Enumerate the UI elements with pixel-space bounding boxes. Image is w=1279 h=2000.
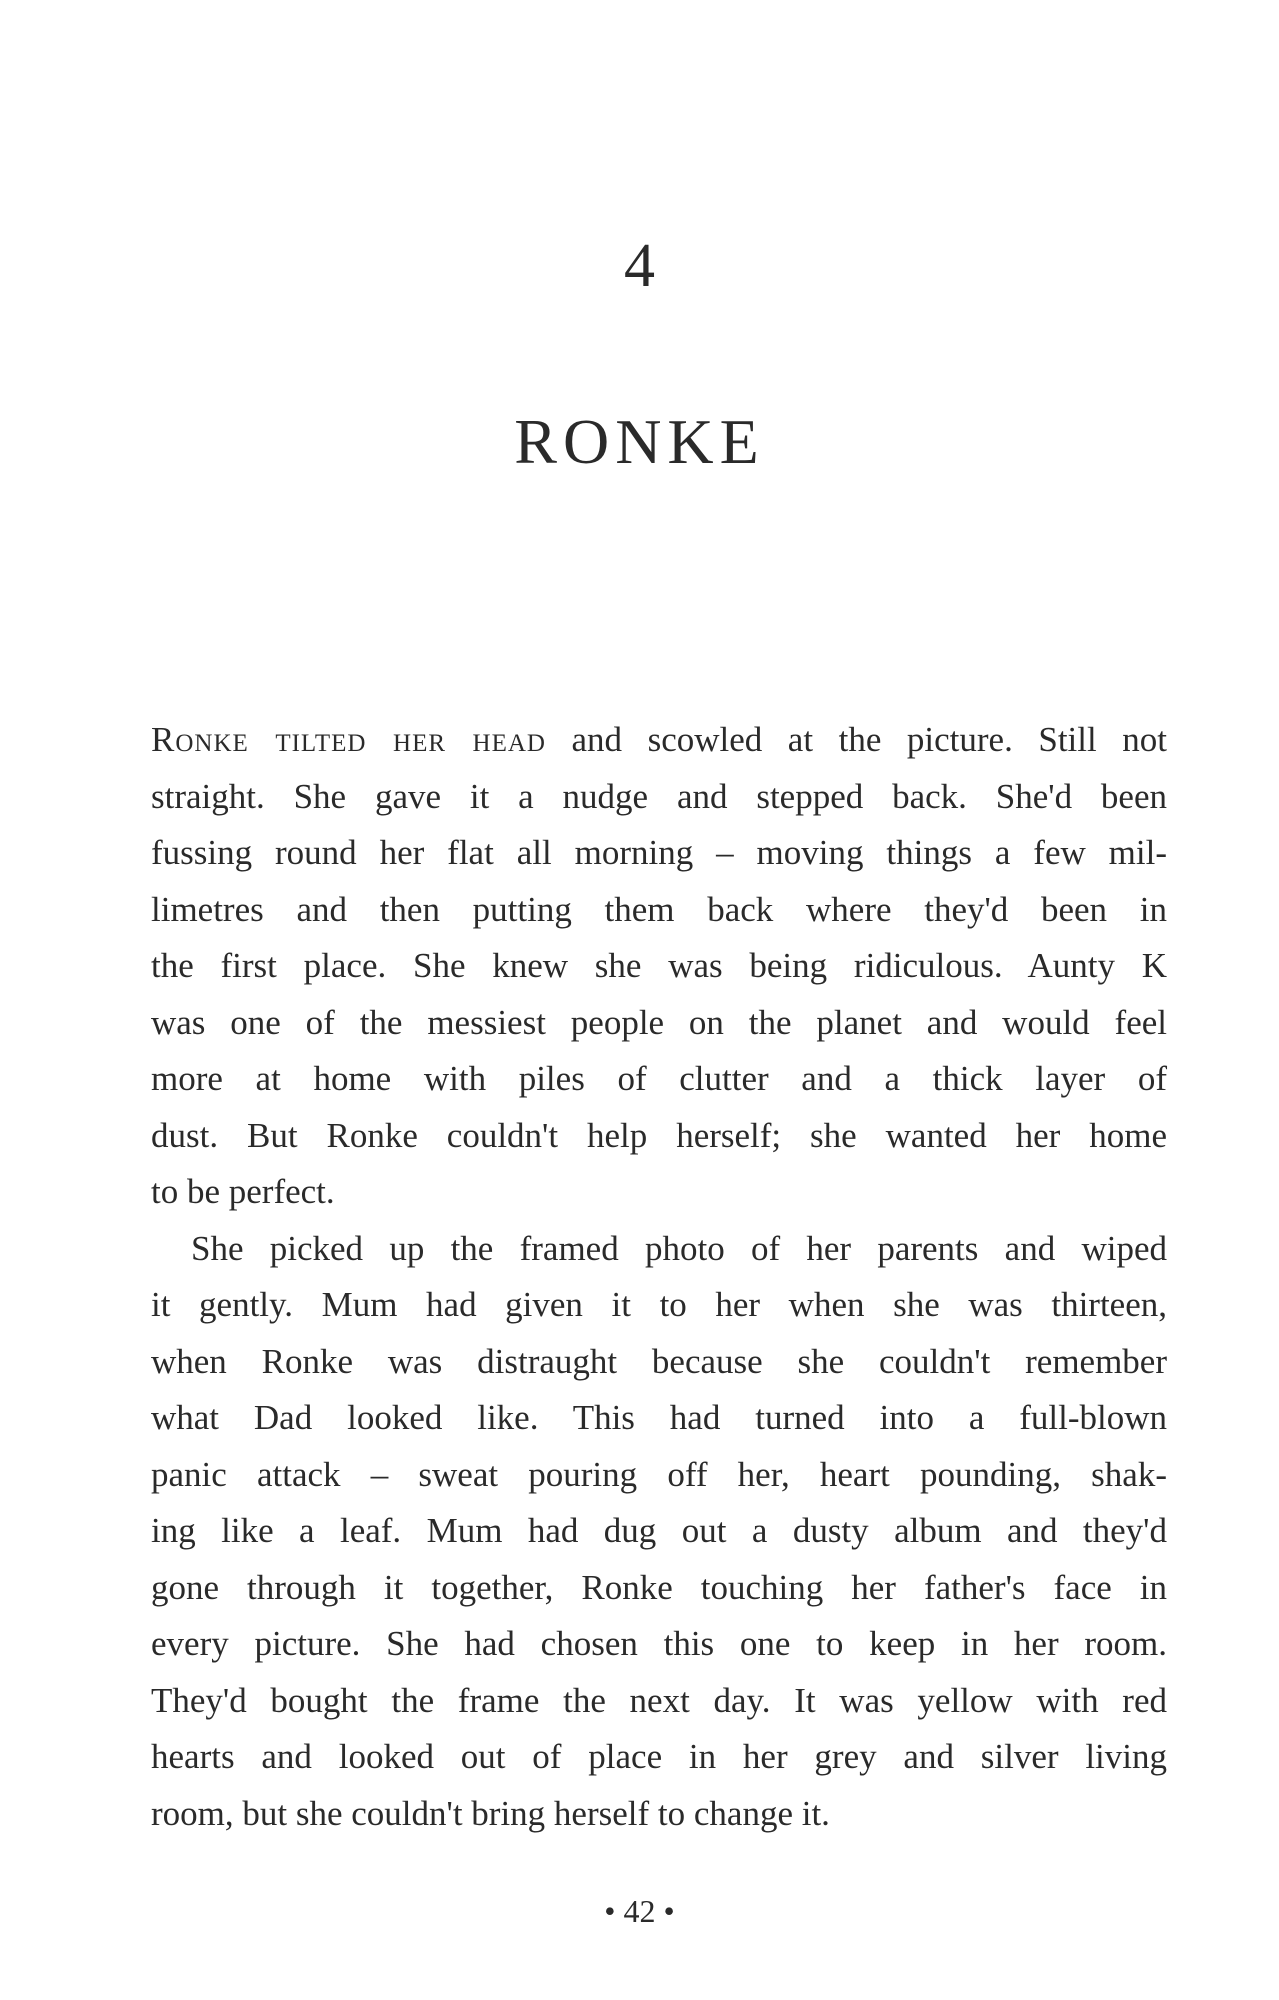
text-line: They'd bought the frame the next day. It was yellow with red bbox=[151, 1680, 1167, 1720]
text-line: fussing round her flat all morning – moving things a few mil- bbox=[151, 833, 1167, 872]
paragraph-1 bbox=[151, 712, 1167, 1221]
text-line: it gently. Mum had given it to her when she was thirteen, bbox=[151, 1285, 1167, 1324]
text-line: every picture. She had chosen this one to keep in her room. bbox=[151, 1624, 1167, 1663]
chapter-number: 4 bbox=[624, 232, 655, 300]
text-line: when Ronke was distraught because she couldn't remember bbox=[151, 1341, 1167, 1381]
text-line: limetres and then putting them back where they'd been in bbox=[151, 889, 1167, 929]
text-line: was one of the messiest people on the planet and would feel bbox=[151, 1002, 1167, 1042]
text-line: panic attack – sweat pouring off her, heart pounding, shak- bbox=[151, 1454, 1167, 1494]
text-line: room, but she couldn't bring herself to change it. bbox=[151, 1793, 830, 1833]
text-line: the first place. She knew she was being ridiculous. Aunty K bbox=[151, 946, 1167, 985]
lead-in: Ronke tilted her head bbox=[151, 720, 546, 759]
paragraph-2 bbox=[151, 1221, 1167, 1843]
text-line: to be perfect. bbox=[151, 1172, 335, 1211]
text-line: ing like a leaf. Mum had dug out a dusty album and they'd bbox=[151, 1511, 1167, 1550]
text-line: She picked up the framed photo of her parents and wiped bbox=[191, 1228, 1167, 1268]
text-line: gone through it together, Ronke touching her father's face in bbox=[151, 1567, 1167, 1607]
chapter-title: RONKE bbox=[514, 406, 765, 477]
page-number: • 42 • bbox=[604, 1893, 675, 1929]
text-line-content: and scowled at the picture. Still not bbox=[545, 720, 1167, 759]
text-line: hearts and looked out of place in her grey and silver living bbox=[151, 1737, 1167, 1776]
text-line: dust. But Ronke couldn't help herself; she wanted her home bbox=[151, 1115, 1167, 1155]
text-line bbox=[151, 712, 1167, 769]
text-line: what Dad looked like. This had turned into a full-blown bbox=[151, 1398, 1167, 1437]
body-text bbox=[151, 712, 1167, 1842]
text-line: straight. She gave it a nudge and stepped back. She'd been bbox=[151, 776, 1167, 816]
text-line: more at home with piles of clutter and a thick layer of bbox=[151, 1059, 1167, 1098]
